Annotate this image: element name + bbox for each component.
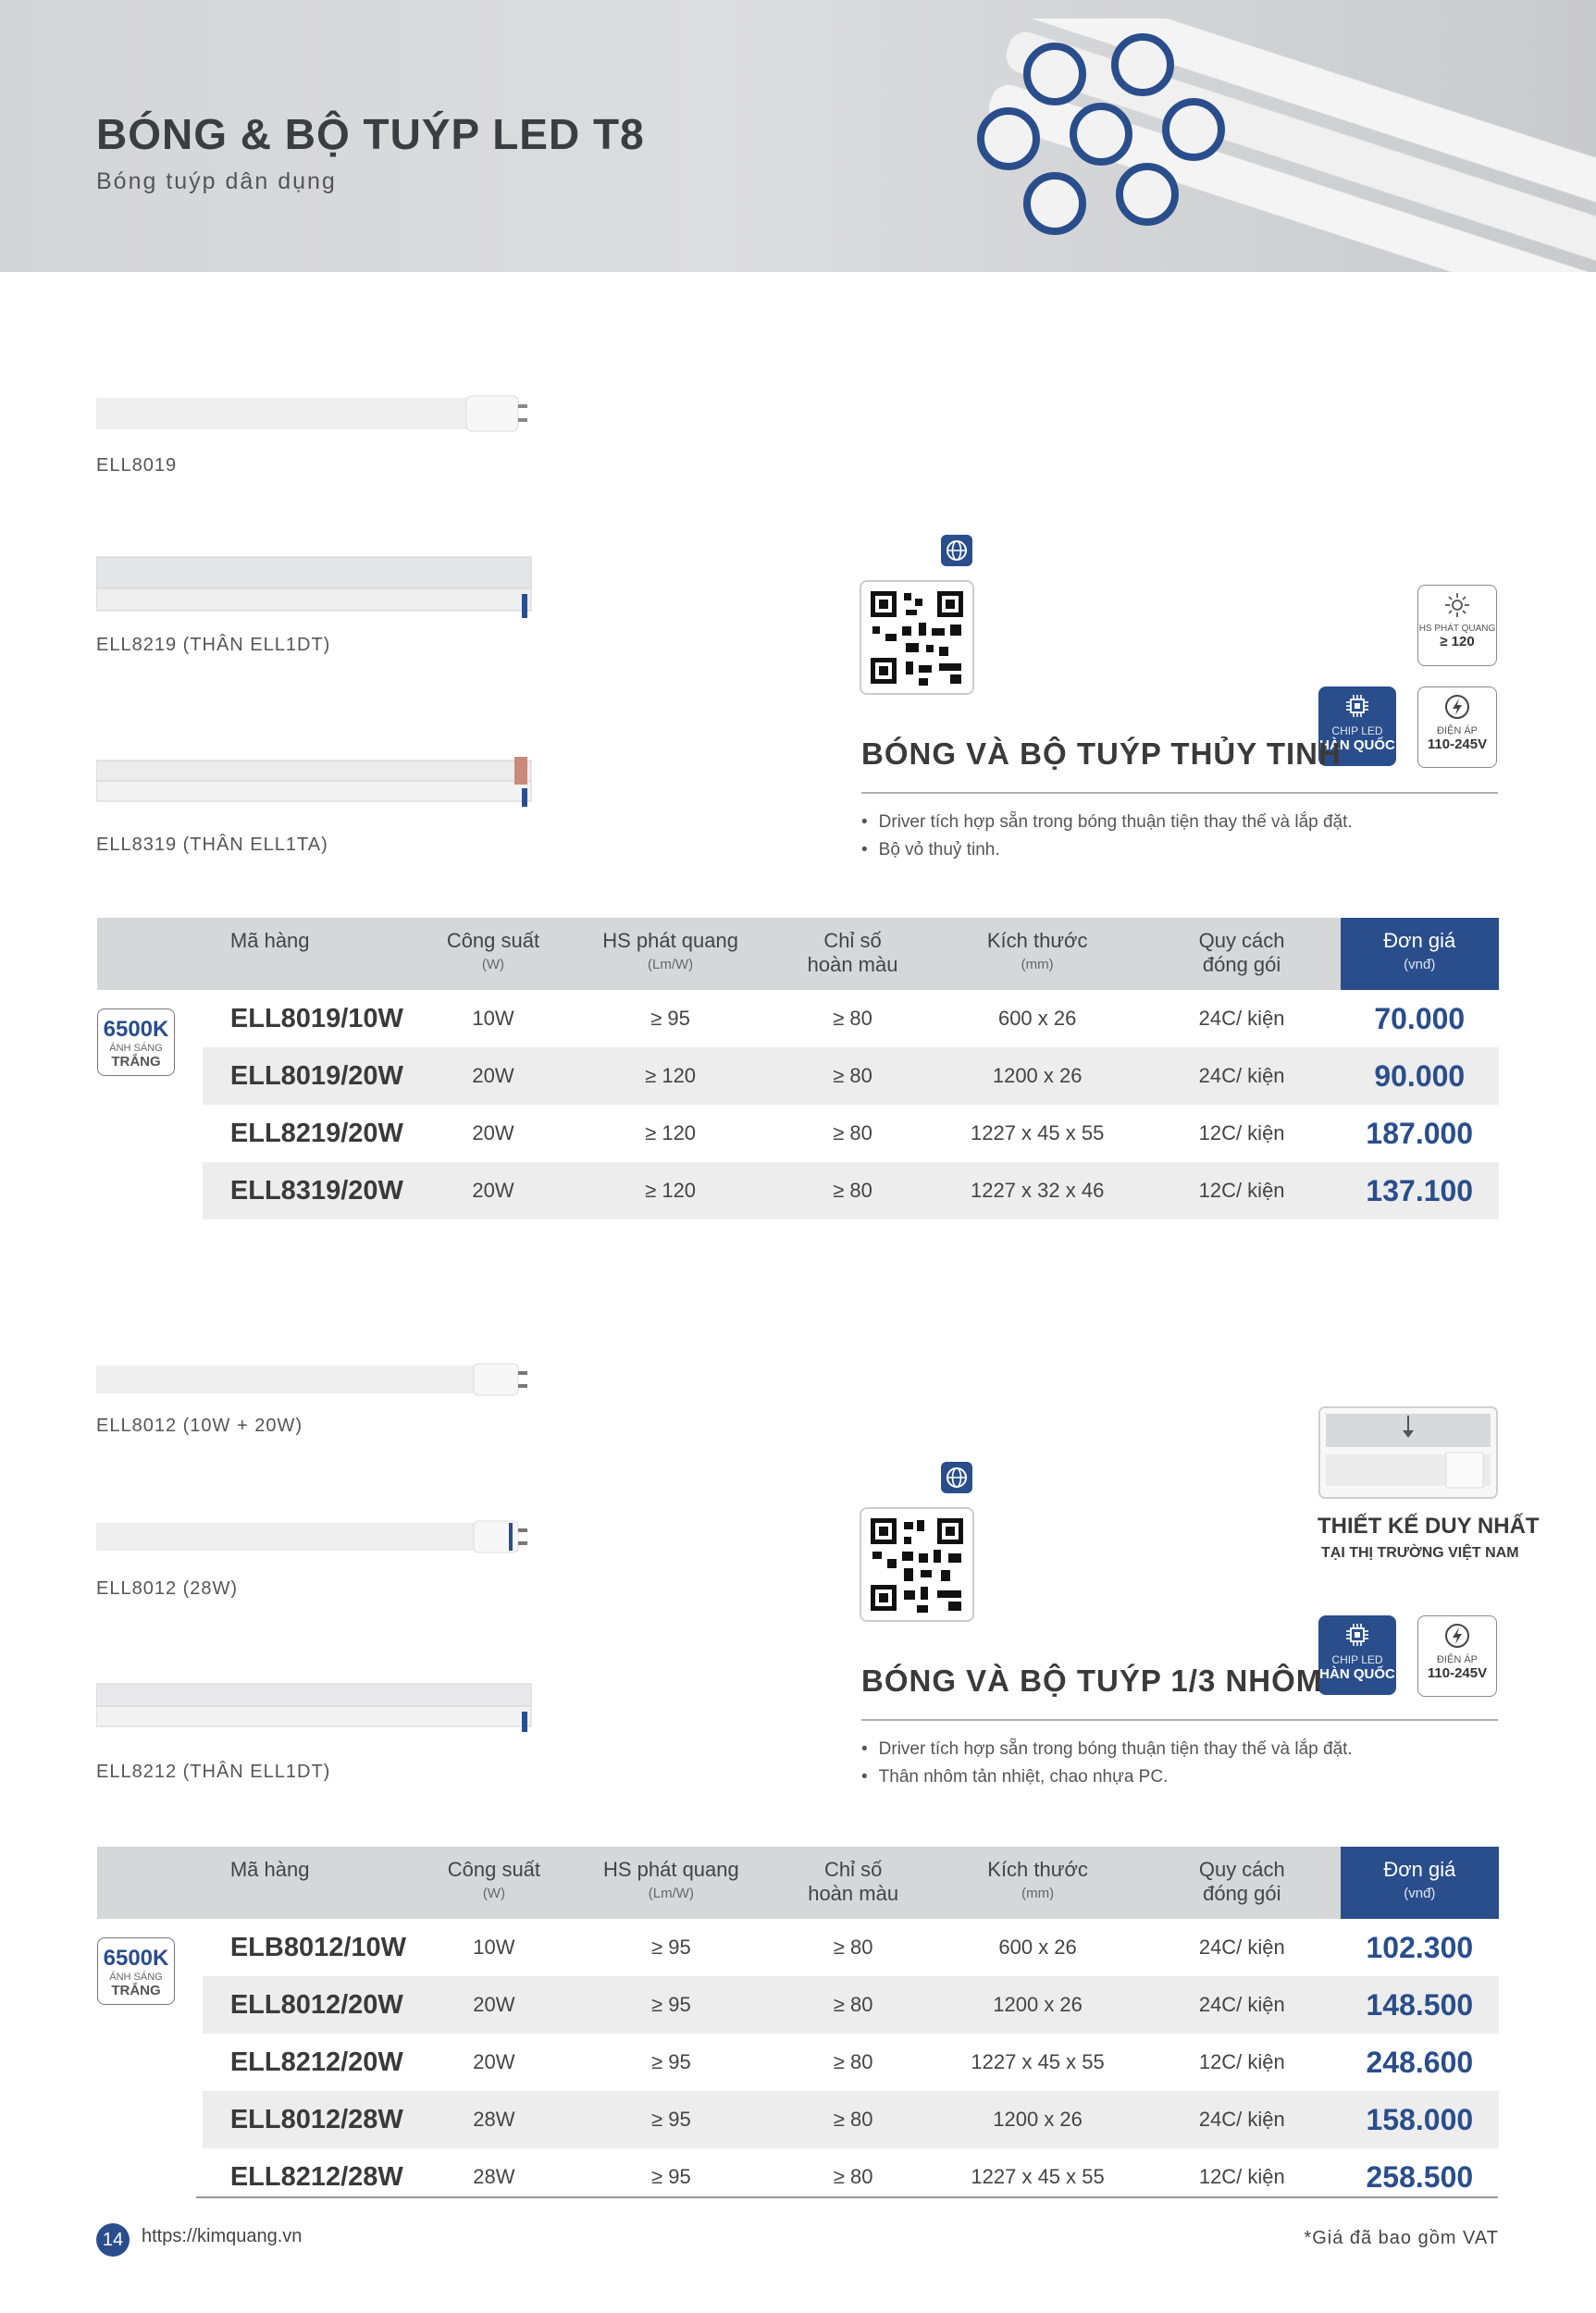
section-title: BÓNG VÀ BỘ TUÝP 1/3 NHÔM (861, 1664, 1323, 1698)
table-row: ELL8012/28W 28W ≥ 95 ≥ 80 1200 x 26 24C/ kiện 158.000 (97, 2091, 1499, 2148)
chip-icon (1343, 1621, 1371, 1649)
badge-value: 110-245V (1427, 736, 1488, 752)
product-caption: ELL8212 (THÂN ELL1DT) (96, 1762, 331, 1782)
col-header-power: Công suất (W) (446, 929, 540, 972)
price-table-aluminum (97, 1847, 1499, 2206)
website-link[interactable]: https://kimquang.vn (142, 2226, 303, 2246)
badge-label: HS PHÁT QUANG (1418, 624, 1496, 634)
product-caption: ELL8319 (THÂN ELL1TA) (96, 835, 328, 855)
price-table-glass (97, 918, 1499, 1219)
product-caption: ELL8012 (28W) (96, 1578, 239, 1599)
col-header-code: Mã hàng (229, 1858, 310, 1881)
qr-code-icon[interactable] (860, 580, 974, 695)
col-header-code: Mã hàng (229, 929, 310, 952)
chip-icon (1343, 692, 1371, 720)
col-header-lumen: HS phát quang (Lm/W) (602, 1858, 739, 1901)
product-image-ell8012-28w (96, 1515, 540, 1558)
col-header-pack: Quy cách đóng gói (1198, 1858, 1285, 1905)
feature-list (861, 1736, 1353, 1791)
page-subtitle: Bóng tuýp dân dụng (96, 168, 337, 194)
vat-note: *Giá đã bao gồm VAT (1304, 2228, 1499, 2248)
product-image-ell8212 (96, 1680, 540, 1736)
page-number: 14 (96, 2223, 130, 2257)
badge-value: HÀN QUỐC (1319, 1666, 1395, 1682)
feature-item: • Driver tích hợp sẵn trong bóng thuận tiện thay thế và lắp đặt. (861, 1736, 1353, 1763)
col-header-power: Công suất (W) (447, 1858, 541, 1901)
page-title: BÓNG & BỘ TUÝP LED T8 (96, 110, 645, 158)
lightning-icon (1443, 1622, 1471, 1650)
badge-chip (1318, 1615, 1396, 1695)
product-caption: ELL8219 (THÂN ELL1DT) (96, 635, 331, 655)
table-header-row (97, 918, 1499, 990)
col-header-lumen: HS phát quang (Lm/W) (602, 929, 738, 972)
product-caption: ELL8012 (10W + 20W) (96, 1416, 303, 1436)
section-title: BÓNG VÀ BỘ TUÝP THỦY TINH (861, 736, 1342, 771)
col-header-price: Đơn giá (vnđ) (1341, 918, 1499, 990)
unique-design-subtitle: TẠI THỊ TRƯỜNG VIỆT NAM (1321, 1545, 1519, 1561)
col-header-price: Đơn giá (vnđ) (1341, 1847, 1499, 1919)
table-row: ELB8012/10W 10W ≥ 95 ≥ 80 600 x 26 24C/ kiện 102.300 (97, 1919, 1499, 1976)
product-image-ell8319 (96, 757, 540, 810)
lightning-icon (1443, 693, 1471, 721)
table-row: ELL8319/20W 20W ≥ 120 ≥ 80 1227 x 32 x 46 12C/ kiện 137.100 (97, 1162, 1499, 1219)
table-row: ELL8212/20W 20W ≥ 95 ≥ 80 1227 x 45 x 55 12C/ kiện 248.600 (97, 2034, 1499, 2091)
badge-voltage (1417, 686, 1497, 768)
table-row: ELL8012/20W 20W ≥ 95 ≥ 80 1200 x 26 24C/ kiện 148.500 (97, 1976, 1499, 2034)
table-row: ELL8019/20W 20W ≥ 120 ≥ 80 1200 x 26 24C/ kiện 90.000 (97, 1047, 1499, 1105)
divider (861, 1719, 1498, 1721)
cct-badge: 6500K ÁNH SÁNG TRẮNG (97, 1937, 175, 2005)
table-row: ELL8212/28W 28W ≥ 95 ≥ 80 1227 x 45 x 55 12C/ kiện 258.500 (97, 2148, 1499, 2206)
feature-item: • Thân nhôm tản nhiệt, chao nhựa PC. (861, 1763, 1353, 1791)
product-image-ell8012 (96, 1358, 540, 1401)
unique-design-image (1318, 1406, 1498, 1499)
feature-list (861, 809, 1353, 864)
table-header-row (97, 1847, 1499, 1919)
col-header-size: Kích thước (mm) (986, 929, 1088, 972)
product-image-ell8219 (96, 553, 540, 622)
col-header-cri: Chỉ số hoàn màu (807, 929, 898, 976)
sun-icon (1443, 591, 1471, 619)
col-header-pack: Quy cách đóng gói (1198, 929, 1285, 976)
globe-icon[interactable] (941, 535, 972, 566)
cct-badge: 6500K ÁNH SÁNG TRẮNG (97, 1008, 175, 1076)
badge-value: HÀN QUỐC (1319, 737, 1395, 753)
product-caption: ELL8019 (96, 455, 178, 476)
badge-label: ĐIỆN ÁP (1436, 1654, 1478, 1665)
hero-tubes-image (934, 19, 1596, 272)
product-image-ell8019 (96, 392, 540, 435)
badge-voltage (1417, 1615, 1497, 1697)
unique-design-title: THIẾT KẾ DUY NHẤT (1318, 1514, 1540, 1539)
table-row: ELL8219/20W 20W ≥ 120 ≥ 80 1227 x 45 x 55 12C/ kiện 187.000 (97, 1105, 1499, 1162)
feature-item: • Bộ vỏ thuỷ tinh. (861, 836, 1353, 864)
badge-label: ĐIỆN ÁP (1436, 725, 1478, 736)
badge-lumen (1417, 585, 1497, 666)
qr-code-icon[interactable] (860, 1507, 974, 1622)
feature-item: • Driver tích hợp sẵn trong bóng thuận tiện thay thế và lắp đặt. (861, 809, 1353, 836)
table-row: ELL8019/10W 10W ≥ 95 ≥ 80 600 x 26 24C/ kiện 70.000 (97, 990, 1499, 1047)
col-header-cri: Chỉ số hoàn màu (808, 1858, 899, 1905)
badge-value: ≥ 120 (1440, 634, 1475, 649)
col-header-size: Kích thước (mm) (987, 1858, 1088, 1901)
table-bottom-rule (196, 2196, 1498, 2198)
badge-label: CHIP LED (1331, 724, 1383, 737)
globe-icon[interactable] (941, 1462, 972, 1493)
divider (861, 792, 1498, 794)
badge-value: 110-245V (1427, 1665, 1488, 1681)
badge-label: CHIP LED (1331, 1653, 1383, 1666)
